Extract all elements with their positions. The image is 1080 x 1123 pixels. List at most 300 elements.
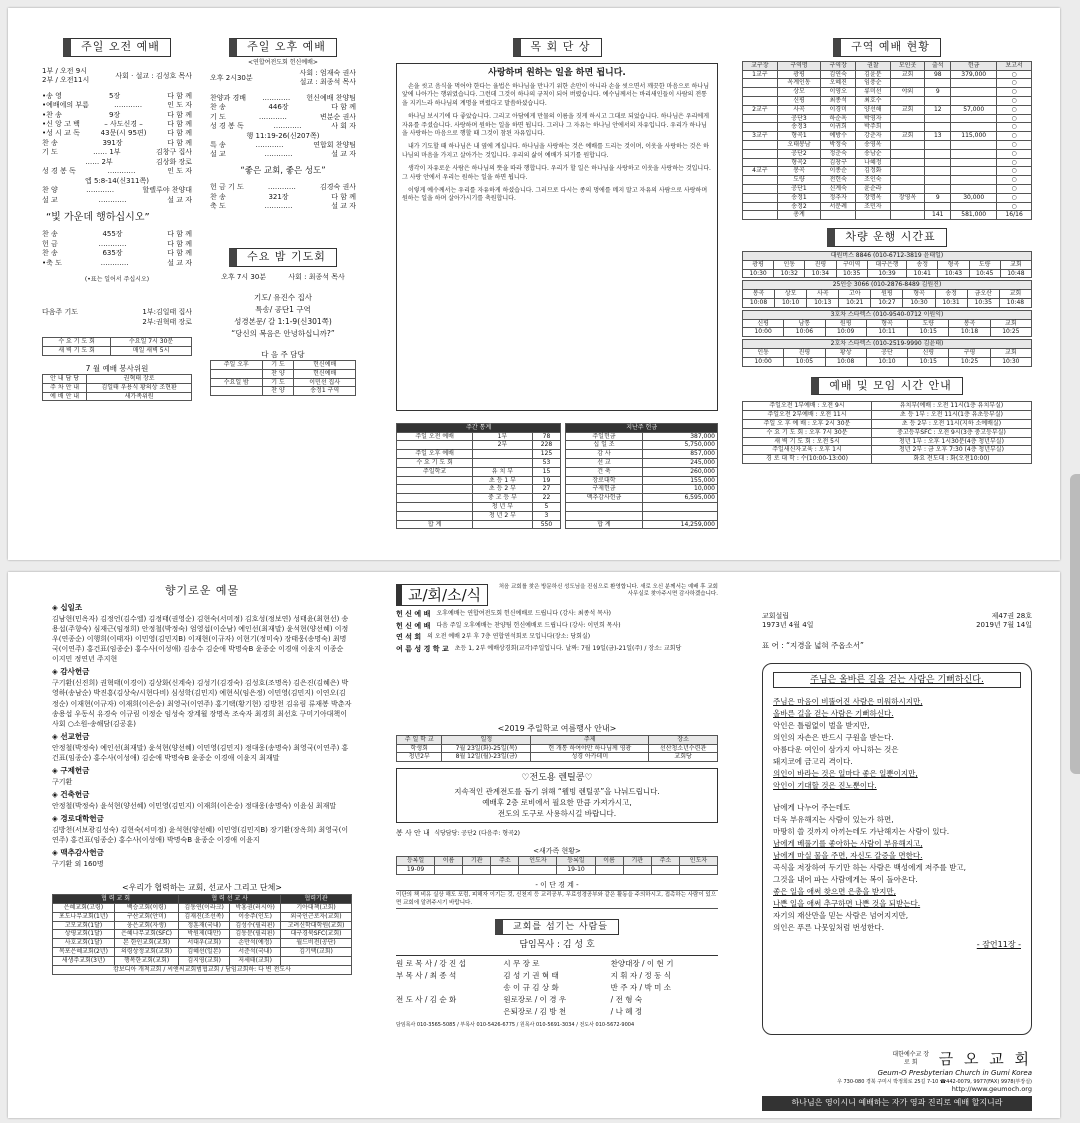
scripture-line: 나쁜 일을 애써 추구하면 나쁜 것을 되받는다. — [773, 899, 921, 909]
wed-line1: 기도/ 유진수 집사 — [253, 292, 312, 302]
bus-stop: 진평 — [784, 349, 825, 358]
table-cell — [519, 866, 557, 875]
table-row — [53, 939, 352, 948]
bus-stops-row — [743, 290, 1032, 299]
table-cell: 19-10 — [557, 866, 595, 875]
order-cell: 446장 — [268, 103, 289, 112]
order-cell: 찬 송 — [42, 249, 58, 258]
scripture-title: 주님은 올바른 길을 걷는 사람은 기뻐하신다. — [773, 672, 1021, 688]
scripture-line: 악인이 기대할 것은 진노뿐이다. — [773, 781, 877, 791]
order-cell: 다 함 께 — [167, 249, 192, 258]
table-cell: 2부 — [473, 441, 532, 450]
table-cell: ○ — [997, 114, 1032, 123]
table-row — [211, 361, 356, 370]
order-cell: 다 함 께 — [167, 138, 192, 147]
offering-section-text: 구기환(신진희) 권혁태(이경이) 김상화(신계숙) 김성기(김경숙) 김성호(조명옥) 김은진(김혜은) 박영하(송남순) 박진흥(김상숙/시현다비) 심성학(김민지) 예현식(임은정) 이민영(김민지) 이연오(김정순) 이재현(이규자) 이재희(이은승) 최영국(이연주) 홍기택(황기현) 김방천 김유림 류재봉 박춘자 송용섭 우동식 유경숙 이규림 이정순 임성숙 장계월 장명옥 조숙자 최경희 최선호 구미기아대책이사회 ○소원-송해담(김공훈) — [52, 679, 352, 728]
order-cell: 찬 송 — [42, 230, 58, 239]
order-row — [42, 186, 192, 195]
scripture-line: 곡식을 저장하여 두기만 하는 사람은 백성에게 저주를 받고, — [773, 863, 966, 873]
order-cell: 다 함 께 — [167, 129, 192, 138]
table-cell: 주일 오전 예배 — [397, 432, 473, 441]
table-cell: ○ — [997, 185, 1032, 194]
table-row — [743, 185, 1032, 194]
table-cell: 78 — [532, 432, 561, 441]
table-cell — [679, 866, 717, 875]
table-row — [566, 467, 718, 476]
lentil-box — [396, 768, 718, 823]
table-cell: 권혁태 장로 — [87, 374, 192, 383]
bus-stop: 금오산 — [967, 290, 999, 299]
news-item — [396, 633, 718, 642]
summer-table — [396, 735, 718, 762]
weekly-stats — [396, 423, 718, 530]
table-row — [397, 485, 561, 494]
table-cell: 53 — [532, 459, 561, 468]
staff-row — [396, 994, 718, 1006]
table-cell — [951, 176, 997, 185]
table-cell: 조인숙 — [856, 176, 891, 185]
table-cell: 이송주(인도) — [230, 912, 281, 921]
table-row — [211, 369, 356, 378]
order-cell: 찬양과 경배 — [210, 93, 247, 102]
table-header: 인도자 — [519, 857, 557, 866]
table-cell: 6,595,000 — [642, 494, 717, 503]
senior-pastor: 담임목사 : 김 성 호 — [519, 940, 595, 951]
bulletin-date: 2019년 7월 14일 — [976, 621, 1032, 630]
table-cell: 이경미 — [821, 105, 856, 114]
table-cell — [925, 79, 951, 88]
table-cell — [890, 79, 925, 88]
scripture-line: 올바른 길을 걷는 사람은 기뻐하신다. — [773, 709, 894, 719]
table-cell: 조민자 — [856, 202, 891, 211]
table-cell: 김동연(이라크) — [179, 903, 230, 912]
staff-cell: 시 무 장 로 — [503, 959, 540, 969]
service-info-label: 봉 사 안 내 — [396, 829, 430, 838]
table-cell — [951, 114, 997, 123]
table-header-row — [53, 895, 352, 904]
table-cell: 야외 — [890, 88, 925, 97]
table-cell: 신평 — [777, 97, 821, 106]
lentil-title: ♡전도용 렌틸콩♡ — [521, 773, 593, 784]
table-row — [743, 428, 1032, 437]
staff-cell — [396, 1006, 503, 1018]
table-cell: 매일 새벽 5시 — [111, 346, 192, 355]
news-intro: 처음 교회를 찾은 방문하신 성도님을 진심으로 환영합니다. 새로 오신 분께서는 예배 후 교회 사무실로 찾아주시면 감사하겠습니다. — [498, 584, 718, 598]
table-cell: 주일헌금 — [566, 432, 642, 441]
order-cell: 성 경 봉 독 — [42, 167, 76, 176]
order-row — [42, 249, 192, 258]
table-row — [397, 744, 718, 753]
bus-stop: 형곡 — [938, 260, 969, 269]
table-header: 구역장 — [821, 61, 856, 70]
bus-route-name: 대원버스 8846 (010-6712-3819 윤태일) — [743, 252, 1032, 261]
order-row — [42, 177, 192, 186]
order-cell: ………… — [264, 202, 293, 211]
table-cell: 98 — [925, 70, 951, 79]
bus-schedule — [742, 251, 1032, 367]
staff-cell: 찬양대장 / 이 현 기 — [610, 959, 674, 969]
table-header: 주소 — [651, 857, 679, 866]
bus-route-header — [743, 310, 1032, 319]
offering-list-title: 향기로운 예물 — [164, 584, 240, 597]
scripture-line: 남에게 나누어 주는데도 — [773, 803, 851, 813]
table-cell: 새가족위원 — [87, 392, 192, 401]
table-cell: 은혜교회(고령) — [53, 903, 115, 912]
est-date: 1973년 4월 4일 — [762, 621, 814, 630]
table-cell: 백승고회(이령) — [114, 903, 178, 912]
table-header: 이름 — [435, 857, 463, 866]
order-cell: 축 도 — [210, 202, 226, 211]
table-cell — [890, 123, 925, 132]
offering-section-name: ◈ 선교헌금 — [52, 732, 90, 741]
table-row — [743, 211, 1032, 220]
table-cell: 김기택(교회) — [281, 947, 352, 956]
bus-stop: 교회 — [999, 290, 1031, 299]
order-cell: ………… — [264, 150, 293, 159]
table-cell — [925, 176, 951, 185]
news-title: 교/회/소/식 — [396, 584, 488, 606]
table-cell: 27 — [532, 485, 561, 494]
order-row — [42, 167, 192, 176]
table-cell — [951, 202, 997, 211]
order-cell: 찬 송 — [210, 103, 226, 112]
table-cell: 박영자 — [856, 114, 891, 123]
bus-time: 10:27 — [871, 299, 903, 308]
table-cell: 봉곡 — [777, 167, 821, 176]
order-row — [210, 113, 356, 122]
table-row — [743, 114, 1032, 123]
table-row — [397, 494, 561, 503]
table-cell: 공단3 — [777, 114, 821, 123]
table-cell: 헌신예배 — [294, 361, 356, 370]
table-row — [743, 97, 1032, 106]
table-cell: 송영옥 — [856, 141, 891, 150]
table-cell — [951, 79, 997, 88]
table-cell: 맥추감사헌금 — [566, 494, 642, 503]
table-cell: ○ — [997, 167, 1032, 176]
scripture-line: 더욱 부유해지는 사람이 있는가 하면, — [773, 815, 894, 825]
table-cell: 박홍권(러시아) — [230, 903, 281, 912]
staff-cell: / 전 형 숙 — [610, 995, 643, 1005]
staff-cell: 지 휘 자 / 정 동 식 — [610, 971, 671, 981]
table-cell: 이영오 — [821, 88, 856, 97]
afternoon-order-2 — [210, 183, 356, 211]
table-cell: 전헌숙 — [821, 176, 856, 185]
scripture-line: 그것을 내어 파는 사람에게는 복이 돌아온다. — [773, 875, 918, 885]
table-cell: 김재진(조선족) — [179, 912, 230, 921]
table-cell: 강춘자 — [856, 132, 891, 141]
table-cell: 10,000 — [642, 485, 717, 494]
table-cell: 목포은혜교회(2년) — [53, 947, 115, 956]
partners-footer: 캄보디아 개척교회 / 씨앤씨교회범협교회 / 담임교회하: 다 변 전도사 — [52, 966, 352, 975]
lentil-line2: 예배후 2층 로비에서 필요한 만큼 가져가시고, — [482, 797, 632, 807]
table-row — [53, 921, 352, 930]
district-title: 구역 예배 현황 — [833, 38, 941, 57]
afternoon-service — [210, 38, 356, 396]
offering-table — [565, 423, 718, 530]
bus-times-row — [743, 357, 1032, 366]
newcomer-title: <새가족 현황> — [533, 846, 581, 855]
table-cell: 주 차 안 내 — [43, 383, 87, 392]
table-cell: 최호수 — [856, 97, 891, 106]
table-header: 보고서 — [997, 61, 1032, 70]
bus-stop: 신평 — [743, 319, 784, 328]
service-info — [396, 829, 718, 838]
table-row — [43, 392, 192, 401]
table-cell — [435, 866, 463, 875]
bus-time: 10:08 — [743, 299, 775, 308]
order-cell: 다 함 께 — [331, 192, 356, 201]
pastor-box — [396, 63, 718, 411]
table-cell: 하순옥 — [821, 114, 856, 123]
bus-route-name: 3호차 스타렉스 (010-9540-0712 이원익) — [743, 310, 1032, 319]
table-header-row — [397, 735, 718, 744]
bus-time: 10:34 — [805, 269, 836, 278]
news-item — [396, 622, 718, 631]
table-cell: 서대우(교회) — [179, 939, 230, 948]
table-cell — [743, 114, 778, 123]
table-cell: 14,259,000 — [642, 520, 717, 529]
table-cell — [397, 511, 473, 520]
bus-stop: 구미역 — [836, 260, 867, 269]
table-cell — [951, 88, 997, 97]
order-cell: 찬 양 — [42, 186, 58, 195]
table-cell: 주일 오 후 예 배 : 오후 2시 30분 — [743, 420, 872, 429]
bus-time: 10:05 — [784, 357, 825, 366]
table-cell: 광평 — [777, 70, 821, 79]
order-row — [42, 101, 192, 110]
table-cell: 최종석 — [821, 97, 856, 106]
order-cell: 다 함 께 — [167, 91, 192, 100]
table-row — [743, 149, 1032, 158]
order-row — [42, 129, 192, 138]
staff-row — [396, 982, 718, 994]
order-cell: 설 교 — [42, 195, 58, 204]
bus-stops-row — [743, 349, 1032, 358]
table-header: 기관 — [463, 857, 491, 866]
table-row — [743, 70, 1032, 79]
table-cell — [491, 866, 519, 875]
bus-stop: 송정 — [907, 260, 938, 269]
bus-stop: 교회 — [990, 349, 1031, 358]
table-header: 협 력 교 회 — [53, 895, 179, 904]
table-cell: 새 벽 기 도 회 : 오전 5시 — [743, 437, 872, 446]
table-cell: 임충순 — [856, 79, 891, 88]
table-cell — [397, 441, 473, 450]
table-header: 인도자 — [679, 857, 717, 866]
table-cell — [925, 158, 951, 167]
order-cell: 설 교 자 — [167, 258, 192, 267]
order-cell: •신 앙 고 백 — [42, 120, 80, 129]
offering-section — [52, 766, 352, 787]
staff-cell: 원로장로 / 이 경 우 — [503, 995, 567, 1005]
table-header: 모인곳 — [890, 61, 925, 70]
table-row — [566, 503, 718, 512]
order-cell: …… 2부 — [85, 157, 113, 166]
table-cell — [925, 114, 951, 123]
order-row — [42, 230, 192, 239]
table-cell — [925, 97, 951, 106]
table-cell: 주일오전 1부예배 : 오전 9시 — [743, 402, 872, 411]
bulletin-page-outer — [8, 572, 1060, 1118]
offering-section-text: 김방천(서보광김성숙) 김현숙(서미정) 윤석현(양선혜) 이민영(김민지B) 장기환(장옥희) 최영국(이연주) 홍건표(임종순) 홍수사(이성애) 박명숙B 윤종순 이경애 이윤지 — [52, 826, 349, 845]
next-prayer-label: 다음주 기도 — [42, 308, 79, 317]
table-cell: 송정2 — [777, 202, 821, 211]
table-row — [43, 338, 192, 347]
church-address: 우 730-080 경북 구미시 박정희로 25길 7-10 ☎442-0079, 9977(FAX) 9978(부장실) — [837, 1078, 1032, 1085]
table-header: 등록일 — [557, 857, 595, 866]
heresy-title: - 이 단 경 계 - — [535, 880, 579, 889]
order-cell: 9장 — [108, 110, 121, 119]
partners-title: <우리가 협력하는 교회, 선교사 그리고 단체> — [121, 883, 283, 893]
table-cell: 청년 1부 : 오후 1시30분(4층 청년부실) — [871, 437, 1031, 446]
next-duty-title: 다 음 주 담당 — [261, 349, 305, 359]
table-cell — [743, 176, 778, 185]
next-prayer-1: 1부:김일태 집사 — [142, 308, 192, 317]
staff-cell: / 나 혜 정 — [610, 1007, 643, 1017]
bus-stop: 황상 — [825, 349, 866, 358]
order-cell: 5장 — [108, 91, 121, 100]
table-cell: 사곡 — [777, 105, 821, 114]
bus-route-name: 2호차 스타렉스 (010-2519-9990 김윤태) — [743, 340, 1032, 349]
table-row — [53, 903, 352, 912]
bus-time: 10:11 — [866, 328, 907, 337]
order-cell: 다 함 께 — [167, 230, 192, 239]
table-header: 주제 — [531, 735, 649, 744]
table-cell: 기 도 — [262, 361, 294, 370]
table-cell — [890, 167, 925, 176]
table-row — [397, 432, 561, 441]
order-cell: 김상화 장로 — [155, 157, 192, 166]
scripture-line: 의인의 자손은 반드시 구원을 받는다. — [773, 733, 894, 743]
table-row — [743, 132, 1032, 141]
table-cell: 옥계인동 — [777, 79, 821, 88]
table-cell: 총계 — [777, 211, 821, 220]
afternoon-preacher: 설교 : 최종석 목사 — [299, 78, 356, 87]
pastor-paragraph: 하나님 보시기에 다 좋았습니다. 그리고 아담에게 만물의 이름을 짓게 하시고 그대로 되었습니다. 하나님은 우리에게 자유를 주셨습니다. 사랑하며 원하는 일을 하면 됩니다. 그러나 그 자유는 하나님 안에서의 자유입니다. 우리가 하나님을 사랑하는 마음으로 행할 때 그것이 참된 자유입니다. — [402, 113, 710, 137]
table-cell: 학생회 — [397, 744, 442, 753]
offering-section — [52, 732, 352, 763]
bus-time: 10:06 — [784, 328, 825, 337]
order-cell: •송 영 — [42, 91, 62, 100]
table-header: 구역명 — [777, 61, 821, 70]
table-cell: 오태봉남 — [777, 141, 821, 150]
order-cell: 635장 — [102, 249, 123, 258]
bus-route-header — [743, 340, 1032, 349]
bus-route-header — [743, 252, 1032, 261]
pastor-column — [396, 38, 718, 529]
church-english: Geum-O Presbyterian Church in Gumi Korea — [877, 1069, 1032, 1078]
table-cell: ○ — [997, 149, 1032, 158]
table-cell: 의령상정교회(교회) — [114, 947, 178, 956]
table-cell: 고려신학대학원(교회) — [281, 921, 352, 930]
table-cell: 9 — [925, 193, 951, 202]
table-cell: 김정화 — [856, 167, 891, 176]
order-cell: ………… — [107, 167, 136, 176]
bus-stops-row — [743, 260, 1032, 269]
wednesday-header — [210, 273, 356, 282]
table-cell: 김동문(필리핀) — [230, 930, 281, 939]
afternoon-subtitle: <연합여전도회 헌신예배> — [248, 58, 318, 66]
est-label: 교회설립 — [762, 612, 790, 620]
bus-stop: 공단 — [866, 349, 907, 358]
bus-stop: 원평 — [871, 290, 903, 299]
afternoon-order — [210, 94, 356, 160]
bus-stop: 송정 — [935, 290, 967, 299]
table-cell — [397, 485, 473, 494]
table-cell: 정춘숙 — [821, 149, 856, 158]
table-cell: 합 계 — [397, 520, 473, 529]
bus-times-row — [743, 328, 1032, 337]
table-cell — [743, 79, 778, 88]
church-url[interactable]: http://www.geumoch.org — [951, 1085, 1032, 1094]
table-header: 지난주 헌금 — [566, 423, 718, 432]
wed-line3: 성경본문/ 갈 1:1-9(신301쪽) — [234, 316, 332, 326]
bus-stops-row — [743, 319, 1032, 328]
table-cell: 고모교회(1달) — [53, 921, 115, 930]
offering-section-text: 안정철(박정숙) 예인선(최재말) 윤석현(양선혜) 이민영(김민지) 정대웅(송명숙) 최영국(이연주) 홍건표(임종순) 홍수사(이성애) 김순애 박명숙B 윤종순 이경애 이윤지 최재말 — [52, 743, 349, 763]
table-cell: ○ — [997, 97, 1032, 106]
afternoon-time: 오후 2시30분 — [210, 73, 253, 82]
table-cell — [925, 202, 951, 211]
table-cell: 성경 아카데미 — [531, 753, 649, 762]
order-row — [42, 111, 192, 120]
table-cell: 4교구 — [743, 167, 778, 176]
table-row — [566, 485, 718, 494]
bulletin-number: 제47권 28호 — [991, 612, 1032, 620]
afternoon-officiant: 사회 : 엄재숙 권사 — [299, 68, 356, 77]
order-cell: 찬 송 — [42, 138, 58, 147]
pastor-heading: 사랑하며 원하는 일을 하면 됩니다. — [488, 67, 626, 78]
table-row — [743, 141, 1032, 150]
table-header: 헌금 — [951, 61, 997, 70]
scripture-line: 좋은 일을 애써 찾으면 은총을 받지만, — [773, 887, 896, 897]
scroll-handle[interactable] — [1070, 474, 1080, 774]
table-cell — [951, 158, 997, 167]
order-cell: •축 도 — [42, 258, 62, 267]
bus-route-header — [743, 281, 1032, 290]
order-cell: •예배에의 부름 — [42, 101, 89, 110]
table-cell — [651, 866, 679, 875]
wednesday-time: 오후 7시 30분 — [221, 272, 267, 281]
table-row — [743, 402, 1032, 411]
bus-times-row — [743, 269, 1032, 278]
table-cell: 저세태(교회) — [230, 956, 281, 965]
offering-section-name: ◈ 경로대학헌금 — [52, 814, 104, 824]
table-cell: 청 년 2 부 — [473, 511, 532, 520]
scripture-line: 의인이 바라는 것은 일마다 좋은 일뿐이지만, — [773, 769, 918, 779]
table-cell: ○ — [997, 70, 1032, 79]
cover-column — [762, 612, 1032, 1111]
news-item — [396, 645, 718, 654]
scripture-line: 돼지코에 금고리 격이다. — [773, 757, 853, 767]
table-cell: 서준석(국내) — [230, 947, 281, 956]
table-cell: 류미선 — [856, 88, 891, 97]
table-cell: 형곡1 — [777, 132, 821, 141]
table-row — [743, 193, 1032, 202]
table-cell: 주일 오후 예배 — [397, 450, 473, 459]
bus-time: 10:31 — [935, 299, 967, 308]
afternoon-sermon-title: “좋은 교회, 좋은 성도” — [240, 165, 326, 176]
table-cell: 2교구 — [743, 105, 778, 114]
order-cell: 설 교 — [210, 150, 226, 159]
table-cell — [743, 158, 778, 167]
scripture-line: 자기의 재산만을 믿는 사람은 넘어지지만, — [773, 911, 909, 921]
offering-section — [52, 848, 352, 869]
table-cell: 서분례 — [821, 202, 856, 211]
table-cell: 새 벽 기 도 회 — [43, 346, 111, 355]
scripture-ref: - 잠언11장 - — [976, 940, 1021, 950]
